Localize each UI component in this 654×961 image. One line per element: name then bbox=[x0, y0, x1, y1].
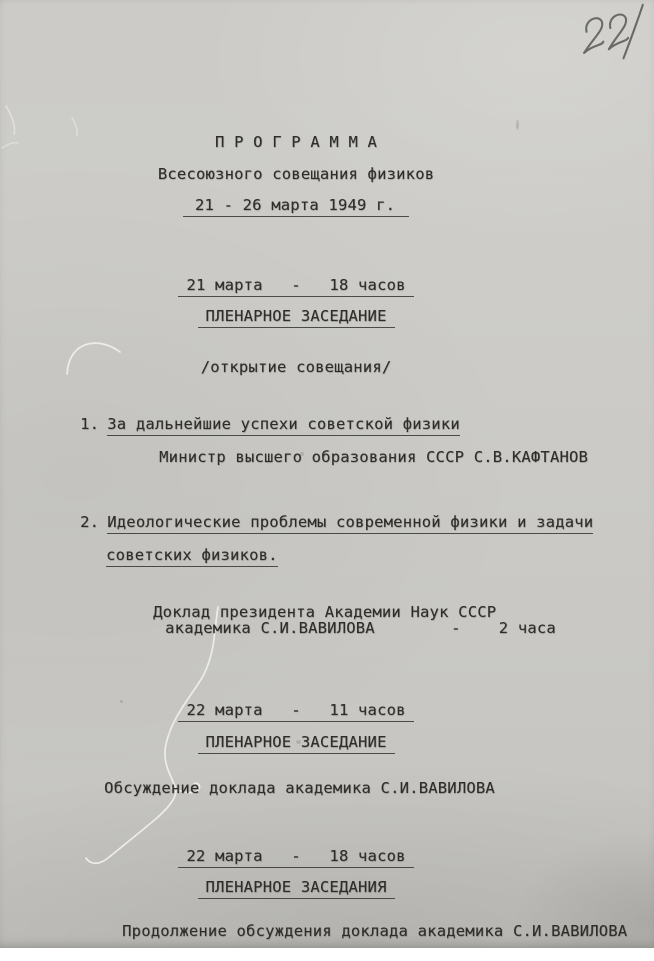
agenda-item-2-number: 2. bbox=[80, 513, 100, 531]
session3-datetime-text: 22 марта - 18 часов bbox=[178, 847, 413, 868]
session1-note bbox=[0, 337, 554, 397]
session2-description bbox=[66, 758, 495, 818]
handwritten-page-number bbox=[568, 1, 654, 73]
session1-datetime-text: 21 марта - 18 часов bbox=[178, 276, 413, 297]
agenda-item-2-report-line1-text: Доклад президента Академии Наук СССР bbox=[153, 603, 497, 621]
session1-kind-text: ПЛЕНАРНОЕ ЗАСЕДАНИЕ bbox=[198, 307, 395, 328]
session1-note-text: /открытие совещания/ bbox=[200, 358, 392, 376]
agenda-item-2-title-line1: Идеологические проблемы современной физики и задачи bbox=[107, 513, 593, 534]
session3-description-text: Продолжение обсуждения доклада академика С.И.ВАВИЛОВА bbox=[122, 922, 628, 940]
document-subtitle-text: Всесоюзного совещания физиков bbox=[157, 165, 435, 183]
session3-description bbox=[84, 901, 627, 961]
session2-datetime-text: 22 марта - 11 часов bbox=[178, 701, 413, 722]
agenda-item-1-number: 1. bbox=[80, 415, 100, 433]
agenda-item-1-speaker bbox=[121, 427, 588, 487]
agenda-item-2-title-line2-row bbox=[68, 525, 278, 585]
document-title-text: П Р О Г Р А М М А bbox=[215, 133, 378, 151]
agenda-item-1-speaker-text: Министр высшего образования СССР С.В.КАФТАНОВ bbox=[159, 448, 589, 466]
agenda-item-2-report-line2 bbox=[127, 604, 556, 652]
document-dates-text: 21 - 26 марта 1949 г. bbox=[183, 196, 409, 217]
agenda-item-2-title-line2: советских физиков. bbox=[106, 546, 278, 567]
agenda-item-2-report-line2-text: академика С.И.ВАВИЛОВА - 2 часа bbox=[165, 619, 556, 637]
agenda-item-1-title: За дальнейшие успехи советской физики bbox=[107, 415, 460, 436]
document-dates bbox=[0, 175, 554, 235]
session3-kind-text: ПЛЕНАРНОЕ ЗАСЕДАНИЯ bbox=[198, 878, 395, 899]
session2-kind-text: ПЛЕНАРНОЕ ЗАСЕДАНИЕ bbox=[198, 733, 395, 754]
session2-description-text: Обсуждение доклада академика С.И.ВАВИЛОВА bbox=[104, 779, 495, 797]
